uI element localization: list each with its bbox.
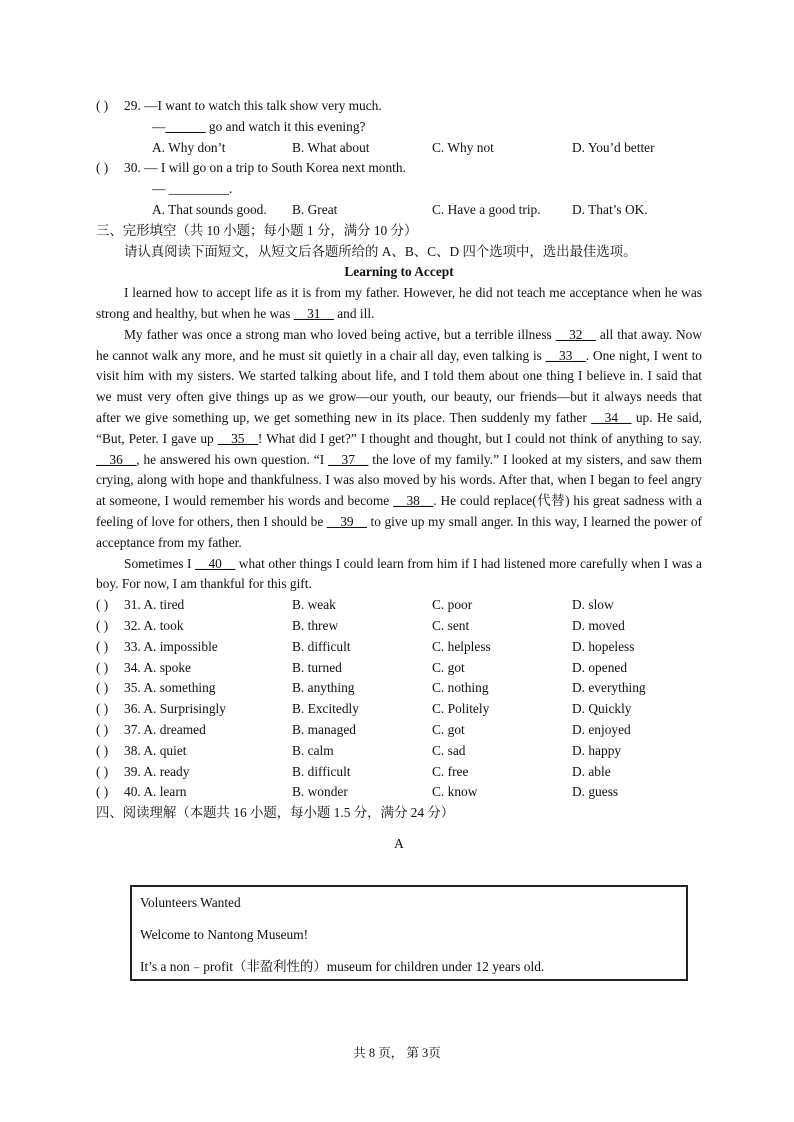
p2-text-h: . He could replace(代替) his great sadness with a feeling of love for others, then I should be <box>96 493 703 529</box>
option-c: C. poor <box>432 597 473 613</box>
cloze-question-35 <box>96 678 702 699</box>
passage-title: Learning to Accept <box>344 264 454 280</box>
cloze-question-32 <box>96 616 702 637</box>
notice-description: It’s a non﹣profit（非盈利性的）museum for children under 12 years old. <box>140 958 545 974</box>
exam-page <box>96 96 702 855</box>
option-d: D. everything <box>572 680 646 696</box>
option-d: D. able <box>572 763 611 779</box>
option-a: 40. A. learn <box>124 784 187 800</box>
blank-32: __32__ <box>555 326 596 342</box>
option-d: D. guess <box>572 784 619 800</box>
p3-text-b: what other things I could learn from him if I had listened more carefully when I was a boy. For now, I am thankful for this gift. <box>96 555 702 592</box>
passage-paragraph-2 <box>96 325 702 554</box>
option-b: B. turned <box>292 659 342 675</box>
p2-text-g: the love of my family.” I looked at my sisters, and saw them crying, along with hope and thankfulness. I was also moved by his words. After that, when I began to feel angry at someone, I would remember his words and become <box>96 451 703 509</box>
answer-paren[interactable]: ( ) <box>96 701 109 717</box>
p2-text-b: all that away. Now he cannot walk any more, and he must sit quietly in a chair all day, even talking is <box>96 326 702 363</box>
page-footer: 共 8 页， 第 3页 <box>353 1046 441 1060</box>
blank-31: __31__ <box>293 305 334 321</box>
notice-title: Volunteers Wanted <box>140 895 241 910</box>
cloze-question-37 <box>96 720 702 741</box>
answer-paren[interactable]: ( ) <box>96 721 109 737</box>
q29-option-c: C. Why not <box>432 139 494 155</box>
option-c: C. free <box>432 763 469 779</box>
p2-text-c: . One night, I went to visit him with my sisters. We started talking about life, and I told them about one thing I believe in. I said that we must very often give things up as we grow—our youth, our beauty, our friends—but it always needs that after we give something up, we get something new in its place. Then suddenly my father <box>96 347 702 425</box>
option-b: B. difficult <box>292 763 351 779</box>
q29-reply-prefix: — <box>152 118 166 134</box>
q29-option-b: B. What about <box>292 139 370 155</box>
answer-paren[interactable]: ( ) <box>96 763 109 779</box>
q30-option-a: A. That sounds good. <box>152 201 267 217</box>
option-a: 34. A. spoke <box>124 659 191 675</box>
option-d: D. Quickly <box>572 701 632 717</box>
answer-paren[interactable]: ( ) <box>96 160 109 176</box>
q29-stem-text: 29. —I want to watch this talk show very much. <box>124 98 382 113</box>
option-b: B. difficult <box>292 638 351 654</box>
answer-paren[interactable]: ( ) <box>96 680 109 696</box>
option-c: C. know <box>432 784 478 800</box>
cloze-question-40 <box>96 782 702 803</box>
q30-reply: — _________. <box>152 181 233 197</box>
blank-33: __33__ <box>545 347 586 363</box>
cloze-question-33 <box>96 637 702 658</box>
p2-text-a: My father was once a strong man who loved being active, but a terrible illness <box>124 326 556 342</box>
option-c: C. Politely <box>432 701 490 717</box>
p1-text-a: I learned how to accept life as it is from my father. However, he did not teach me acceptance when he was strong and healthy, but when he was <box>96 285 702 321</box>
p3-text-a: Sometimes I <box>124 555 196 571</box>
section3-heading: 三、完形填空（共 10 小题；每小题 1 分，满分 10 分） <box>96 222 418 238</box>
q29-blank: ______ <box>165 118 206 134</box>
option-d: D. enjoyed <box>572 721 631 737</box>
option-a: 36. A. Surprisingly <box>124 701 226 717</box>
option-a: 35. A. something <box>124 680 216 696</box>
q29-reply <box>96 117 702 138</box>
option-d: D. hopeless <box>572 638 635 654</box>
cloze-question-34 <box>96 658 702 679</box>
option-b: B. anything <box>292 680 355 696</box>
q29-option-a: A. Why don’t <box>152 139 226 155</box>
passage-paragraph-1 <box>96 283 702 325</box>
p2-text-i: to give up my small anger. In this way, I learned the power of acceptance from my father. <box>96 513 702 550</box>
q30-option-c: C. Have a good trip. <box>432 201 541 217</box>
p2-text-e: ! What did I get?” I thought and thought, but I could not think of anything to say. <box>257 430 702 446</box>
p1-text-b: and ill. <box>333 305 375 321</box>
q29-reply-suffix: go and watch it this evening? <box>205 118 366 134</box>
reading-part-label: A <box>394 835 404 851</box>
blank-36: __36__ <box>96 451 137 467</box>
option-b: B. Excitedly <box>292 701 359 717</box>
answer-paren[interactable]: ( ) <box>96 784 109 800</box>
cloze-question-38 <box>96 741 702 762</box>
option-a: 33. A. impossible <box>124 638 218 654</box>
blank-35: __35__ <box>217 430 258 446</box>
q30-option-b: B. Great <box>292 201 338 217</box>
option-d: D. moved <box>572 617 625 633</box>
q30-options <box>96 200 702 221</box>
answer-paren[interactable]: ( ) <box>96 617 109 633</box>
section4-heading: 四、阅读理解（本题共 16 小题，每小题 1.5 分，满分 24 分） <box>96 805 455 821</box>
option-a: 31. A. tired <box>124 597 185 613</box>
option-c: C. got <box>432 659 465 675</box>
option-c: C. sent <box>432 617 470 633</box>
q29-options <box>96 138 702 159</box>
option-b: B. managed <box>292 721 356 737</box>
option-c: C. nothing <box>432 680 489 696</box>
answer-paren[interactable]: ( ) <box>96 597 109 613</box>
q30-option-d: D. That’s OK. <box>572 201 648 217</box>
cloze-question-31 <box>96 595 702 616</box>
notice-welcome: Welcome to Nantong Museum! <box>140 926 309 942</box>
blank-34: __34__ <box>591 409 632 425</box>
answer-paren[interactable]: ( ) <box>96 659 109 675</box>
p2-text-f: , he answered his own question. “I <box>136 451 329 467</box>
option-a: 32. A. took <box>124 617 184 633</box>
option-a: 38. A. quiet <box>124 742 187 758</box>
answer-paren[interactable]: ( ) <box>96 98 109 113</box>
option-a: 37. A. dreamed <box>124 721 206 737</box>
option-c: C. helpless <box>432 638 491 654</box>
option-b: B. threw <box>292 617 339 633</box>
option-d: D. slow <box>572 597 614 613</box>
option-a: 39. A. ready <box>124 763 190 779</box>
q30-stem <box>96 158 702 179</box>
section3-instruction: 请认真阅读下面短文，从短文后各题所给的 A、B、C、D 四个选项中，选出最佳选项。 <box>124 243 637 259</box>
option-c: C. sad <box>432 742 466 758</box>
blank-39: __39__ <box>326 513 367 529</box>
option-b: B. weak <box>292 597 336 613</box>
option-d: D. happy <box>572 742 622 758</box>
answer-paren[interactable]: ( ) <box>96 638 109 654</box>
q29-option-d: D. You’d better <box>572 139 655 155</box>
cloze-question-36 <box>96 699 702 720</box>
passage-paragraph-3 <box>96 554 702 596</box>
answer-paren[interactable]: ( ) <box>96 742 109 758</box>
option-b: B. calm <box>292 742 334 758</box>
p2-text-d: up. He said, “But, Peter. I gave up <box>96 409 702 446</box>
option-c: C. got <box>432 721 465 737</box>
cloze-question-list <box>96 595 702 803</box>
option-d: D. opened <box>572 659 628 675</box>
q30-stem-text: 30. — I will go on a trip to South Korea next month. <box>124 160 406 176</box>
option-b: B. wonder <box>292 784 348 800</box>
blank-40: __40__ <box>195 555 236 571</box>
blank-38: __38__ <box>393 493 434 509</box>
blank-37: __37__ <box>328 451 369 467</box>
cloze-question-39 <box>96 762 702 783</box>
q29-stem <box>96 96 702 117</box>
volunteers-notice-box <box>130 885 688 981</box>
